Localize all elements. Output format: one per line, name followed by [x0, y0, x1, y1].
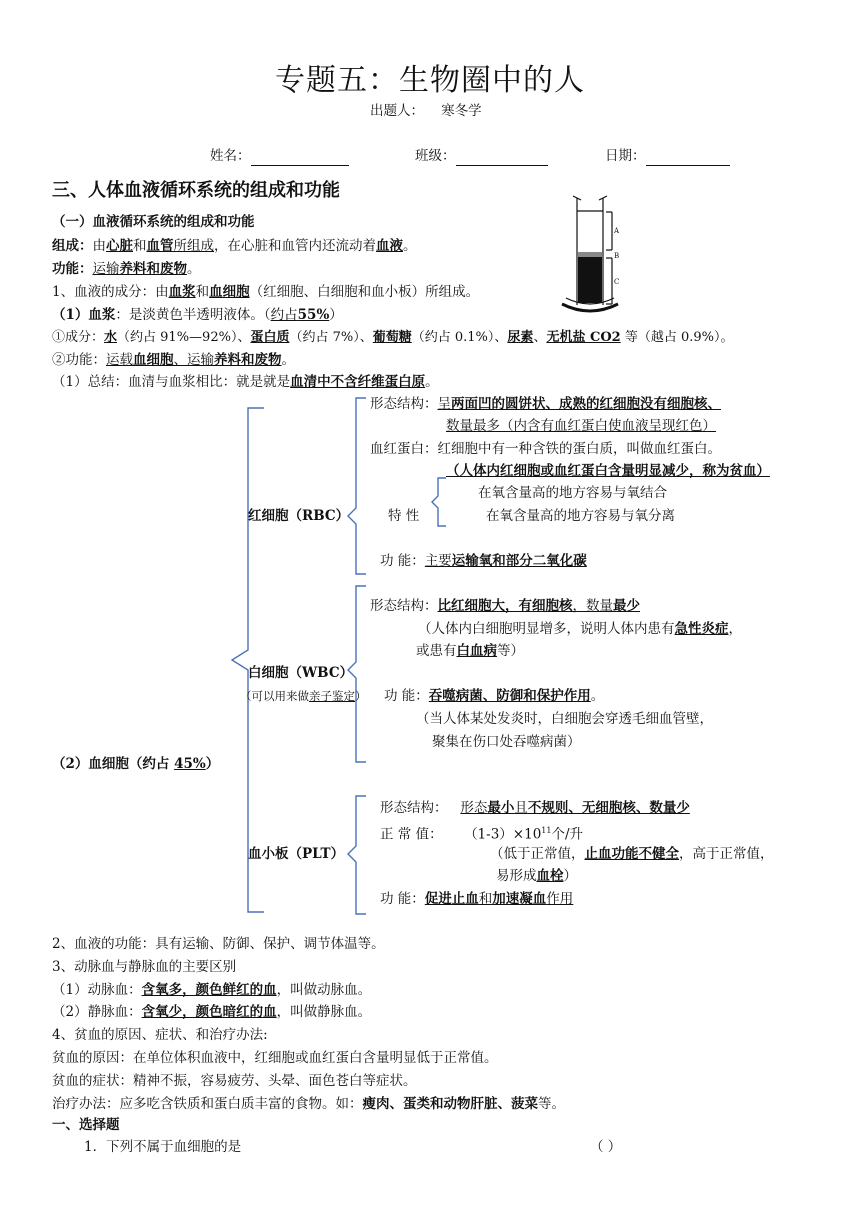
wbc-morph-line	[370, 596, 640, 616]
wbc-note	[240, 688, 367, 704]
plt-func-d: 加速凝血	[492, 891, 547, 907]
plasma-pct-pre: 约占	[270, 307, 298, 323]
plt-morph-e: 、无细胞核、数量少	[568, 800, 690, 816]
wbc-morph-a: 比红细胞大，有细胞核	[437, 598, 573, 614]
wbc-note-u: 亲子鉴定	[309, 689, 355, 703]
figure-label-b: B	[614, 252, 620, 260]
wbc-note-end: ）	[355, 689, 367, 703]
cells-end: ）	[205, 756, 220, 772]
plt-morph-b: 最小	[487, 800, 515, 816]
comp-made: 所组成	[173, 238, 214, 254]
pf-a: 运载	[106, 352, 133, 368]
plt-morph-line	[380, 798, 690, 818]
venous-blood-line	[52, 1002, 371, 1022]
author-name: 寒冬学	[441, 103, 482, 119]
class-label: 班级：	[415, 148, 456, 164]
rbc-hb-note: （内含有血红蛋白使血液呈现红色）	[500, 418, 716, 434]
page-title: 专题五：生物圈中的人	[275, 63, 585, 98]
rbc-count: 数量最多	[446, 418, 500, 434]
plt-normal-unit: 个/升	[551, 826, 584, 843]
wbc-note1-a: （人体内白细胞明显增多，说明人体内患有	[418, 621, 675, 637]
bc-plasma: 血浆	[168, 284, 196, 300]
plt-morph-label: 形态结构：	[380, 800, 448, 816]
wbc-note2-a: 或患有	[416, 643, 457, 659]
pc-salts: 无机盐 CO2	[546, 330, 621, 345]
rbc-func-a: 主要	[424, 553, 452, 569]
anemia-treatment	[52, 1094, 565, 1114]
sum-val: 血清中不含纤维蛋白原	[290, 374, 426, 390]
date-label: 日期：	[605, 148, 646, 164]
wbc-note2-b: 白血病	[456, 643, 497, 659]
plasma-head: （1）血浆	[52, 307, 116, 323]
comp-and: 和	[133, 238, 147, 254]
plt-morph-a: 形态	[460, 800, 488, 816]
rbc-anemia-note: （人体内红细胞或血红蛋白含量明显减少，称为贫血）	[446, 463, 770, 479]
arterial-blood-line	[52, 980, 371, 1000]
rbc-morph-label: 形态结构：	[370, 396, 438, 412]
plt-func-e: 作用	[546, 891, 574, 907]
pc-urea: 尿素	[507, 330, 534, 345]
ab-val: 含氧多，颜色鲜红的血	[141, 982, 277, 998]
comp-end: 。	[403, 238, 417, 254]
comp-label: 组成：	[52, 238, 93, 254]
plasma-pct: 55%	[297, 307, 330, 323]
anemia-cause: 贫血的原因：在单位体积血液中，红细胞或血红蛋白含量明显低于正常值。	[52, 1050, 498, 1066]
rbc-count-line	[446, 416, 716, 436]
rbc-morph-b: 两面凹的圆饼状、成熟的红细胞没有细胞核、	[451, 396, 721, 412]
plt-normal-val: （1-3）×10	[464, 826, 542, 843]
pf-end: 。	[281, 352, 295, 368]
comp-blood: 血液	[376, 238, 403, 254]
func-val: 养料和废物	[119, 261, 187, 277]
question-1-answer-blank[interactable]: （ ）	[590, 1139, 622, 1155]
plt-note2-a: 易形成	[496, 868, 537, 884]
ab-end: ，叫做动脉血。	[276, 982, 372, 998]
figure-label-a: A	[614, 227, 620, 235]
cells-pct: 45%	[174, 756, 206, 772]
plt-note1-c: ，高于正常值，	[679, 846, 774, 862]
func-end: 。	[187, 261, 201, 277]
plt-note1-b: 止血功能不健全	[584, 846, 679, 862]
figure-label-c: C	[614, 278, 620, 286]
plt-func-b: 止血	[451, 891, 479, 907]
plt-morph-d: 不规则	[527, 800, 569, 816]
func-label: 功能：	[52, 261, 93, 277]
plasma-desc: ：是淡黄色半透明液体。（	[115, 307, 271, 323]
plt-note2-line	[496, 866, 577, 886]
plasma-close: ）	[329, 307, 343, 323]
wbc-morph-b: ，数量	[572, 598, 613, 614]
wbc-note2-line	[416, 641, 524, 661]
plt-morph-c: 且	[514, 800, 528, 816]
wbc-func-line	[384, 686, 604, 706]
rbc-trait-2: 在氧含量高的地方容易与氧分离	[486, 508, 675, 524]
pf-c: 、运输	[173, 352, 214, 368]
plt-note1-a: （低于正常值，	[490, 846, 585, 862]
wbc-label: 白细胞（WBC）	[248, 665, 354, 681]
pc-protein-pct: （约占 7%）、	[289, 330, 373, 345]
wbc-note3: （当人体某处发炎时，白细胞会穿透毛细血管壁，	[416, 711, 713, 727]
vb-end: ，叫做静脉血。	[276, 1004, 372, 1020]
name-label: 姓名：	[210, 148, 251, 164]
comp-rest: ，在心脏和血管内还流动着	[214, 238, 376, 254]
bc-rest: （红细胞、白细胞和血小板）所组成。	[249, 284, 480, 300]
wbc-func-end: 。	[590, 688, 605, 704]
rbc-func-line	[380, 551, 587, 571]
rbc-func-b: 运输氧和部分二氧化碳	[451, 553, 587, 569]
bc-and: 和	[195, 284, 210, 300]
treat-end: 等。	[538, 1096, 565, 1112]
wbc-note1-line	[418, 619, 742, 639]
subsection-heading: （一）血液循环系统的组成和功能	[52, 214, 255, 230]
pf-d: 养料和废物	[214, 352, 282, 368]
pc-rest: 等（越占 0.9%）。	[620, 330, 734, 345]
wbc-morph-label: 形态结构：	[370, 598, 438, 614]
bc-cells: 血细胞	[209, 284, 250, 300]
plt-normal-label: 正 常 值：	[380, 826, 443, 843]
vb-pre: （2）静脉血：	[52, 1004, 142, 1020]
wbc-morph-c: 最少	[613, 598, 640, 614]
plt-func-line	[380, 889, 573, 909]
question-1: 1．下列不属于血细胞的是	[84, 1139, 242, 1155]
ab-pre: （1）动脉血：	[52, 982, 142, 998]
pf-pre: ②功能：	[52, 352, 106, 368]
anemia-symptoms: 贫血的症状：精神不振，容易疲劳、头晕、面色苍白等症状。	[52, 1073, 417, 1089]
treat-val: 瘦肉、蛋类和动物肝脏、菠菜	[362, 1096, 538, 1112]
func-pre: 运输	[92, 261, 120, 277]
plt-note1-line	[490, 844, 774, 864]
plt-normal-line	[380, 821, 583, 845]
wbc-note1-b: 急性炎症	[674, 621, 729, 637]
pc-label: ①成分：	[52, 330, 105, 345]
sum-pre: （1）总结：血清与血浆相比：就是就是	[52, 374, 291, 390]
pf-b: 血细胞	[133, 352, 174, 368]
rbc-hb-line: 血红蛋白：红细胞中有一种含铁的蛋白质，叫做血红蛋白。	[370, 441, 721, 457]
sum-end: 。	[425, 374, 439, 390]
wbc-note-pre: （可以用来做	[240, 689, 309, 703]
author-label: 出题人：	[370, 103, 424, 119]
section-title: 三、人体血液循环系统的组成和功能	[52, 180, 340, 201]
plt-normal-exp: 11	[541, 826, 552, 835]
wbc-note4: 聚集在伤口处吞噬病菌）	[432, 734, 581, 750]
pc-water: 水	[104, 330, 118, 345]
plt-label: 血小板（PLT）	[248, 846, 345, 862]
comp-heart: 心脏	[106, 238, 133, 254]
wbc-note1-c: ，	[728, 621, 742, 637]
treat-pre: 治疗办法：应多吃含铁质和蛋白质丰富的食物。如：	[52, 1096, 363, 1112]
comp-pre: 由	[92, 238, 106, 254]
plt-note2-c: ）	[563, 868, 577, 884]
rbc-morph-line	[370, 394, 721, 414]
plt-note2-b: 血栓	[536, 868, 564, 884]
plt-func-c: 和	[478, 891, 493, 907]
rbc-trait-label: 特 性	[388, 508, 420, 524]
plt-func-label: 功 能：	[380, 891, 425, 907]
vb-val: 含氧少，颜色暗红的血	[141, 1004, 277, 1020]
bc-pre: 1、血液的成分：由	[52, 284, 169, 300]
cells-pre: （2）血细胞（约占	[52, 756, 175, 772]
comp-vessel: 血管	[146, 238, 174, 254]
wbc-func-val: 吞噬病菌、防御和保护作用	[428, 688, 591, 704]
pc-sep: 、	[533, 330, 547, 345]
rbc-trait-1: 在氧含量高的地方容易与氧结合	[478, 485, 667, 501]
rbc-morph-a: 呈	[437, 396, 451, 412]
pc-protein: 蛋白质	[250, 330, 290, 345]
wbc-note2-c: 等）	[497, 643, 524, 659]
blood-function-line: 2、血液的功能：具有运输、防御、保护、调节体温等。	[52, 936, 385, 952]
pc-glucose-pct: （约占 0.1%）、	[411, 330, 508, 345]
anemia-heading: 4、贫血的原因、症状、和治疗办法:	[52, 1027, 268, 1043]
plt-func-a: 促进	[424, 891, 452, 907]
blood-cells-label	[52, 754, 219, 774]
pc-water-pct: （约占 91%—92%）、	[117, 330, 251, 345]
wbc-func-label: 功 能：	[384, 688, 429, 704]
rbc-func-label: 功 能：	[380, 553, 425, 569]
rbc-label: 红细胞（RBC）	[248, 508, 350, 524]
pc-glucose: 葡萄糖	[372, 330, 412, 345]
choice-section-heading: 一、选择题	[52, 1117, 120, 1133]
artery-vein-heading: 3、动脉血与静脉血的主要区别	[52, 959, 237, 975]
